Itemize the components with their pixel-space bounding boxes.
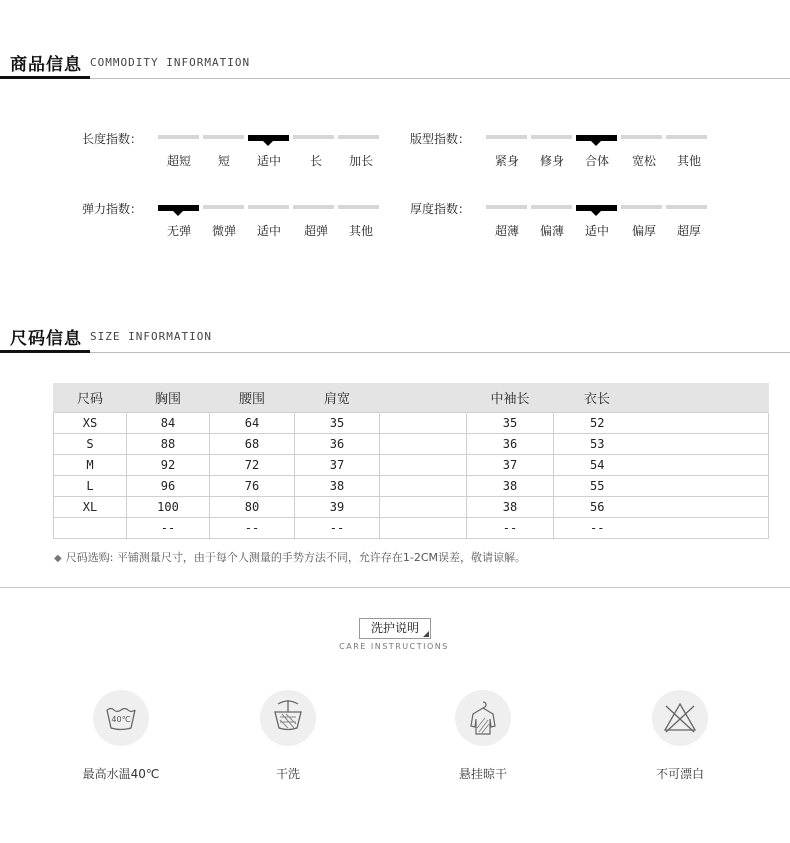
table-row bbox=[54, 497, 769, 518]
fit-index-label: 版型指数： bbox=[410, 132, 471, 146]
table-cell: XS bbox=[54, 413, 127, 434]
fit-index-segment bbox=[666, 135, 707, 139]
table-cell: L bbox=[54, 476, 127, 497]
table-cell bbox=[380, 413, 467, 434]
length-index-label: 长度指数： bbox=[82, 132, 143, 146]
thickness-index-segment bbox=[621, 205, 662, 209]
length-option: 加长 bbox=[348, 154, 373, 168]
table-cell: XL bbox=[54, 497, 127, 518]
header-shoulder: 肩宽 bbox=[295, 383, 380, 413]
table-cell: 64 bbox=[210, 413, 295, 434]
table-cell: -- bbox=[467, 518, 554, 539]
elasticity-option: 其他 bbox=[348, 224, 373, 238]
size-divider bbox=[0, 352, 790, 353]
table-cell: 35 bbox=[467, 413, 554, 434]
elasticity-index-segment bbox=[203, 205, 244, 209]
corner-triangle-icon bbox=[423, 631, 429, 637]
fit-index-segment bbox=[621, 135, 662, 139]
table-cell: S bbox=[54, 434, 127, 455]
size-accent-bar bbox=[0, 350, 90, 353]
elasticity-index-segment bbox=[338, 205, 379, 209]
table-cell: 37 bbox=[467, 455, 554, 476]
fit-index-marker bbox=[576, 135, 617, 141]
elasticity-option: 微弹 bbox=[211, 224, 236, 238]
table-cell bbox=[54, 518, 127, 539]
length-index-segment bbox=[338, 135, 379, 139]
table-cell: 72 bbox=[210, 455, 295, 476]
fit-index-segment bbox=[531, 135, 572, 139]
table-cell: 96 bbox=[127, 476, 210, 497]
size-note-text: 尺码选购: 平铺测量尺寸，由于每个人测量的手势方法不同，允许存在1-2CM误差，敬请谅解。 bbox=[65, 551, 527, 564]
table-row bbox=[54, 434, 769, 455]
commodity-divider bbox=[0, 78, 790, 79]
table-cell bbox=[380, 497, 467, 518]
size-note bbox=[54, 549, 526, 565]
length-option: 适中 bbox=[256, 154, 281, 168]
wash-40c-icon bbox=[93, 690, 149, 746]
care-label-hang: 悬挂晾干 bbox=[458, 767, 507, 781]
elasticity-option: 无弹 bbox=[166, 224, 191, 238]
size-title: 尺码信息 bbox=[10, 329, 82, 349]
thickness-option: 超厚 bbox=[676, 224, 701, 238]
length-option: 短 bbox=[217, 154, 230, 168]
length-index-segment bbox=[158, 135, 199, 139]
thickness-option: 适中 bbox=[584, 224, 609, 238]
fit-option: 修身 bbox=[539, 154, 564, 168]
fit-option: 紧身 bbox=[494, 154, 519, 168]
diamond-icon: ◆ bbox=[54, 553, 62, 564]
table-cell: 100 bbox=[127, 497, 210, 518]
thickness-index-segment bbox=[486, 205, 527, 209]
fit-option: 宽松 bbox=[631, 154, 656, 168]
commodity-accent-bar bbox=[0, 76, 90, 79]
table-cell bbox=[380, 518, 467, 539]
table-cell: 88 bbox=[127, 434, 210, 455]
table-cell: 80 bbox=[210, 497, 295, 518]
care-title: 洗护说明 bbox=[370, 621, 419, 635]
care-label-bleach: 不可漂白 bbox=[655, 767, 704, 781]
table-cell bbox=[380, 434, 467, 455]
length-option: 长 bbox=[309, 154, 322, 168]
no-bleach-icon bbox=[652, 690, 708, 746]
size-table-header bbox=[54, 383, 769, 413]
elasticity-index-segment bbox=[293, 205, 334, 209]
table-cell: 53 bbox=[554, 434, 769, 455]
table-cell: 68 bbox=[210, 434, 295, 455]
table-cell: 36 bbox=[295, 434, 380, 455]
table-cell: 54 bbox=[554, 455, 769, 476]
table-cell: 38 bbox=[467, 476, 554, 497]
table-cell: -- bbox=[127, 518, 210, 539]
elasticity-index-marker bbox=[158, 205, 199, 211]
header-blank bbox=[380, 383, 467, 413]
table-row bbox=[54, 476, 769, 497]
commodity-title: 商品信息 bbox=[10, 55, 82, 75]
table-cell: 35 bbox=[295, 413, 380, 434]
thickness-index-segment bbox=[531, 205, 572, 209]
length-index-marker bbox=[248, 135, 289, 141]
length-index-segment bbox=[293, 135, 334, 139]
table-cell: 56 bbox=[554, 497, 769, 518]
table-cell: 55 bbox=[554, 476, 769, 497]
care-subtitle: CARE INSTRUCTIONS bbox=[339, 642, 449, 651]
care-label-wash: 最高水温40℃ bbox=[82, 767, 160, 781]
table-cell: 39 bbox=[295, 497, 380, 518]
table-cell: 52 bbox=[554, 413, 769, 434]
elasticity-index-label: 弹力指数： bbox=[82, 202, 143, 216]
thickness-index-marker bbox=[576, 205, 617, 211]
thickness-option: 超薄 bbox=[494, 224, 519, 238]
fit-option: 其他 bbox=[676, 154, 701, 168]
elasticity-index-segment bbox=[248, 205, 289, 209]
table-cell: -- bbox=[210, 518, 295, 539]
table-row bbox=[54, 413, 769, 434]
thickness-index-segment bbox=[666, 205, 707, 209]
table-cell: 37 bbox=[295, 455, 380, 476]
length-option: 超短 bbox=[166, 154, 191, 168]
fit-option: 合体 bbox=[584, 154, 609, 168]
commodity-subtitle: COMMODITY INFORMATION bbox=[90, 56, 251, 69]
fit-index-segment bbox=[486, 135, 527, 139]
wash-icon-temp: 40℃ bbox=[111, 715, 131, 724]
size-table bbox=[53, 383, 769, 539]
table-cell: 38 bbox=[467, 497, 554, 518]
thickness-index-label: 厚度指数： bbox=[410, 202, 471, 216]
table-row bbox=[54, 518, 769, 539]
care-divider bbox=[0, 587, 790, 588]
table-cell: -- bbox=[295, 518, 380, 539]
hang-dry-icon bbox=[455, 690, 511, 746]
elasticity-option: 适中 bbox=[256, 224, 281, 238]
header-sleeve: 中袖长 bbox=[467, 383, 554, 413]
table-cell: 84 bbox=[127, 413, 210, 434]
thickness-option: 偏厚 bbox=[631, 224, 656, 238]
table-cell: M bbox=[54, 455, 127, 476]
table-cell: 76 bbox=[210, 476, 295, 497]
table-cell: 92 bbox=[127, 455, 210, 476]
care-title-box bbox=[359, 618, 431, 639]
elasticity-option: 超弹 bbox=[303, 224, 328, 238]
care-label-dryclean: 干洗 bbox=[275, 767, 300, 781]
dry-clean-icon bbox=[260, 690, 316, 746]
table-cell: 36 bbox=[467, 434, 554, 455]
table-cell bbox=[380, 455, 467, 476]
header-chest: 胸围 bbox=[127, 383, 210, 413]
table-cell: 38 bbox=[295, 476, 380, 497]
thickness-option: 偏薄 bbox=[539, 224, 564, 238]
header-waist: 腰围 bbox=[210, 383, 295, 413]
header-length: 衣长 bbox=[554, 383, 769, 413]
table-cell bbox=[380, 476, 467, 497]
size-subtitle: SIZE INFORMATION bbox=[90, 330, 212, 343]
length-index-segment bbox=[203, 135, 244, 139]
table-cell: -- bbox=[554, 518, 769, 539]
table-row bbox=[54, 455, 769, 476]
header-size: 尺码 bbox=[54, 383, 127, 413]
